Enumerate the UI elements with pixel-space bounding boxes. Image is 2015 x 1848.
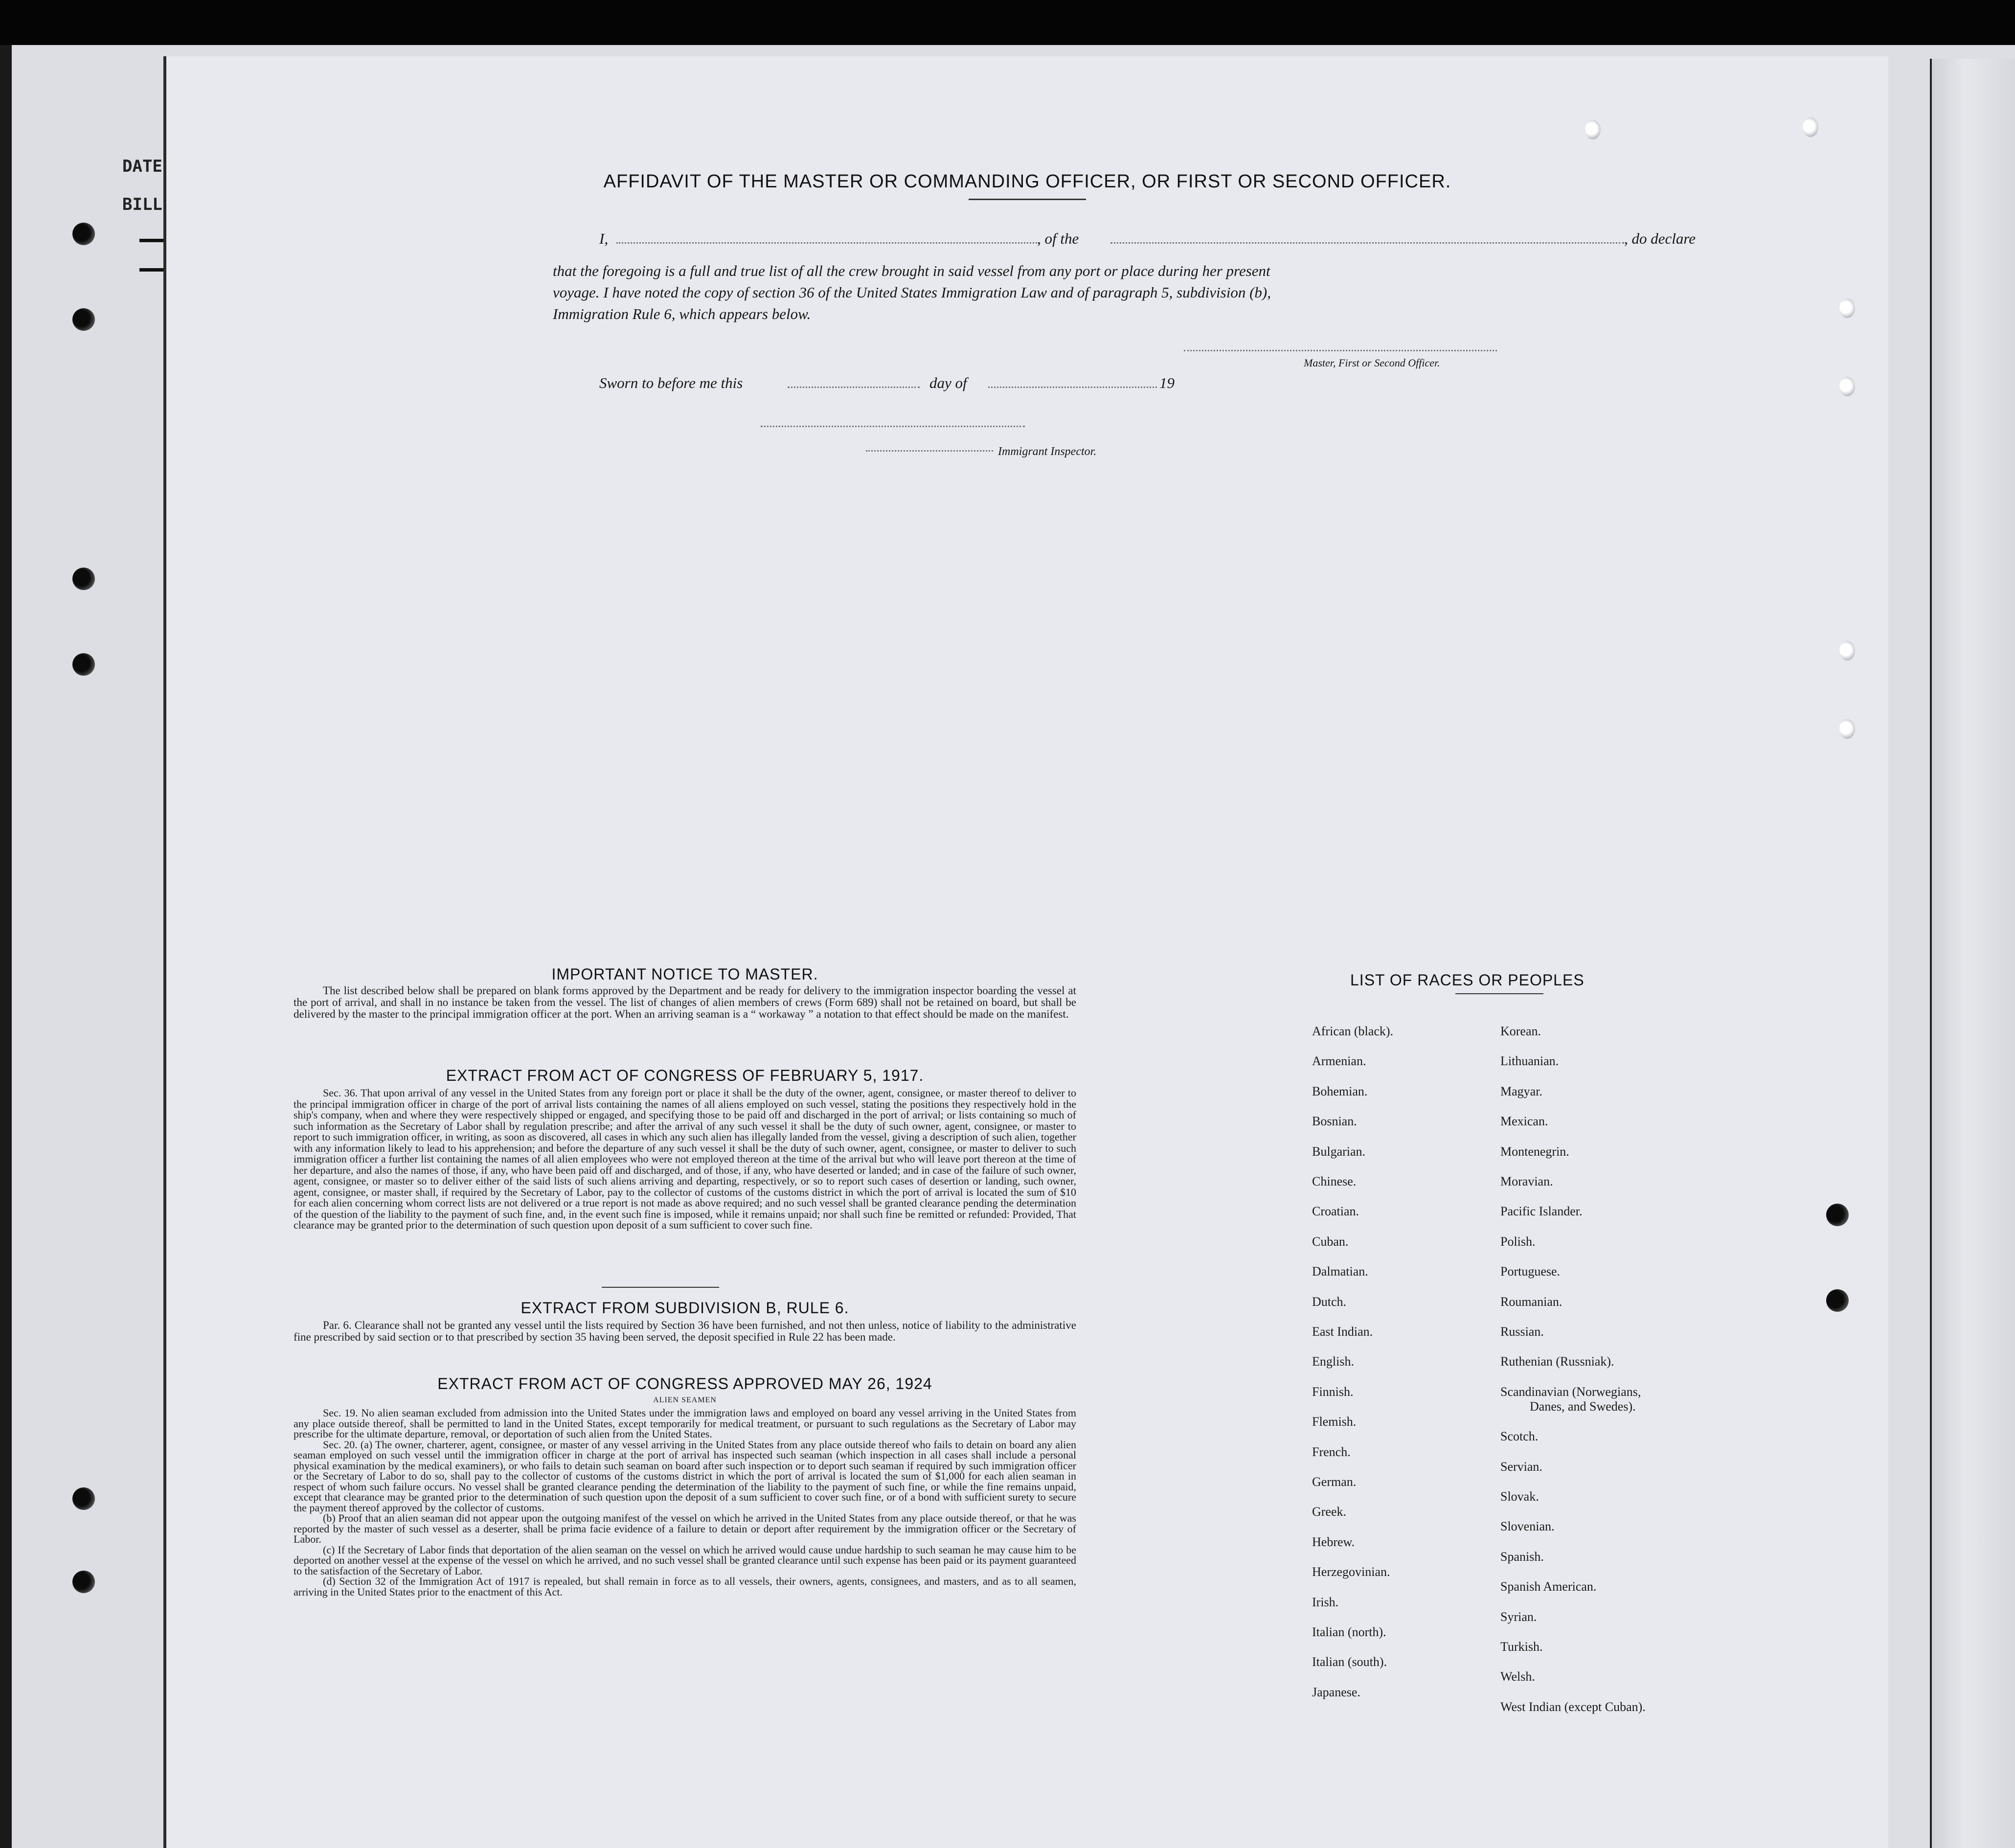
race-item: Moravian. [1500, 1174, 1553, 1188]
sworn-label: Sworn to before me this [599, 374, 743, 391]
race-item: Portuguese. [1500, 1264, 1561, 1279]
affidavit-title: AFFIDAVIT OF THE MASTER OR COMMANDING OFFICER, OR FIRST OR SECOND OFFICER. [603, 171, 1451, 192]
punch-hole [1826, 1204, 1849, 1226]
notice-text: The list described below shall be prepared on blank forms approved by the Department and be ready for delivery to the immigration inspector boarding the vessel at the port of arrival, and shall in no instance be taken from the vessel. The list of changes of alien members of crews (Form 689) shall not be retained on board, but shall be delivered by the master to the principal immigration officer at the port. When an arriving seaman is a “ workaway ” a notation to that effect should be made on the manifest. [294, 984, 1076, 1020]
rule6-body [294, 1320, 1076, 1343]
race-item: African (black). [1312, 1024, 1394, 1038]
notice-title: IMPORTANT NOTICE TO MASTER. [551, 965, 818, 983]
punch-hole [1839, 377, 1855, 396]
race-item: Ruthenian (Russniak). [1500, 1354, 1614, 1369]
extract-1917-body [294, 1088, 1076, 1231]
race-item: Chinese. [1312, 1174, 1357, 1188]
races-left-column [1312, 1024, 1508, 1778]
extract-1924-subtitle: ALIEN SEAMEN [653, 1396, 717, 1404]
extract-1917-text: Sec. 36. That upon arrival of any vessel in the United States from any foreign port or place it shall be the duty of the owner, agent, consignee, or master thereof to deliver to the principal immigration officer in charge of the port of arrival lists containing the names of all aliens employed on such vessel, stating the positions they respectively hold in the ship's company, when and where they were respectively shipped or engaged, and specifying those to be paid off and discharged in the port of arrival; or lists containing so much of such information as the Secretary of Labor shall by regulation prescribe; and after the arrival of any such vessel it shall be the duty of such owner, agent, consignee, or master to report to such immigration officer, in writing, as soon as discovered, all cases in which any such alien has illegally landed from the vessel, giving a description of such alien, together with any information likely to lead to his apprehension; and before the departure of any such vessel it shall be the duty of such owner, agent, consignee, or master to deliver to such immigration officer a further list containing the names of all alien employees who were not employed thereon at the time of the arrival but who will leave port thereon at the time of her departure, and also the names of those, if any, who have been paid off and discharged, and of those, if any, who have deserted or landed; and in case of the failure of such owner, agent, consignee, or master so to deliver either of the said lists of such aliens arriving and departing, respectively, or so to report such cases of desertion or landing, such owner, agent, consignee, or master shall, if required by the Secretary of Labor, pay to the collector of customs of the customs district in which the port of arrival is located the sum of $10 for each alien concerning whom correct lists are not delivered or a true report is not made as above required; and no such vessel shall be granted clearance pending the determination of the question of the liability to the payment of such fine, and, in the event such fine is imposed, while it remains unpaid; nor shall such fine be remitted or refunded: Provided, That clearance may be granted prior to the determination of such question upon deposit of a sum sufficient to cover such fine. [294, 1087, 1076, 1231]
race-item: Croatian. [1312, 1204, 1359, 1219]
race-item: West Indian (except Cuban). [1500, 1699, 1646, 1714]
affidavit-line: Immigration Rule 6, which appears below. [553, 305, 811, 322]
punch-hole [1803, 117, 1818, 137]
races-right-column [1500, 1024, 1794, 1778]
race-item: Slovak. [1500, 1489, 1539, 1504]
stub-mark [139, 268, 169, 272]
stub-mark [139, 239, 169, 242]
race-item: Roumanian. [1500, 1294, 1562, 1309]
rule6-title: EXTRACT FROM SUBDIVISION B, RULE 6. [521, 1299, 849, 1317]
stub-date-label: DATE [122, 157, 162, 176]
document-page [166, 56, 1888, 1848]
race-item: Mexican. [1500, 1114, 1548, 1129]
race-item: Servian. [1500, 1459, 1542, 1474]
signature-line[interactable] [1184, 350, 1497, 351]
affidavit-statement [553, 260, 1678, 325]
punch-hole [1839, 298, 1855, 318]
section-rule [1455, 993, 1543, 994]
notice-body [294, 985, 1076, 1020]
affidavit-line: that the foregoing is a full and true list of all the crew brought in said vessel from any port or place during her present [553, 262, 1270, 279]
sworn-day-line[interactable] [788, 387, 920, 388]
stacked-sheet-edges [1930, 59, 2015, 1848]
race-item: Irish. [1312, 1595, 1339, 1609]
race-item: Italian (north). [1312, 1625, 1386, 1639]
race-item: Hebrew. [1312, 1534, 1355, 1549]
stub-labels [122, 157, 162, 233]
master-name-line[interactable] [616, 242, 1037, 244]
race-item: Korean. [1500, 1024, 1541, 1038]
race-item: Bohemian. [1312, 1084, 1368, 1098]
extract-1924-title: EXTRACT FROM ACT OF CONGRESS APPROVED MAY 26, 1924 [437, 1375, 932, 1392]
affidavit-of-the-label: , of the [1037, 230, 1079, 247]
race-item: Scandinavian (Norwegians, [1500, 1384, 1641, 1399]
punch-hole [1839, 641, 1855, 661]
race-item: Armenian. [1312, 1054, 1366, 1069]
race-item: East Indian. [1312, 1324, 1373, 1339]
race-item: Cuban. [1312, 1234, 1349, 1249]
rule6-text: Par. 6. Clearance shall not be granted any vessel until the lists required by Section 36 have been furnished, and not then unless, notice of liability to the administrative fine prescribed by said section or to that prescribed by section 35 having been served, the deposit specified in Rule 22 has been made. [294, 1319, 1076, 1343]
affidavit-i-label: I, [599, 230, 609, 247]
extract-1917-title: EXTRACT FROM ACT OF CONGRESS OF FEBRUARY 5, 1917. [446, 1067, 924, 1084]
affidavit-line: voyage. I have noted the copy of section 36 of the United States Immigration Law and of paragraph 5, subdivision (b), [553, 284, 1271, 301]
races-title: LIST OF RACES OR PEOPLES [1350, 971, 1585, 989]
punch-hole [1826, 1289, 1849, 1312]
race-item: Finnish. [1312, 1384, 1354, 1399]
race-item: Montenegrin. [1500, 1144, 1569, 1159]
race-item: Welsh. [1500, 1669, 1535, 1684]
race-item: Polish. [1500, 1234, 1536, 1249]
section-rule [602, 1287, 719, 1288]
punch-hole [72, 1487, 95, 1510]
extract-1924-body [294, 1408, 1076, 1597]
extract-1924-p1: Sec. 19. No alien seaman excluded from admission into the United States under the immigration laws and employed on board any vessel arriving in the United States from any place outside thereof, shall be permitted to land in the United States, except temporarily for medical treatment, or pursuant to such regulations as the Secretary of Labor may prescribe for the ultimate departure, removal, or deportation of such alien from the United States. [294, 1407, 1076, 1440]
day-of-label: day of [929, 374, 967, 391]
race-item: Russian. [1500, 1324, 1544, 1339]
race-item: Turkish. [1500, 1640, 1543, 1654]
race-item: Spanish. [1500, 1549, 1544, 1564]
race-item: Magyar. [1500, 1084, 1542, 1098]
vessel-name-line[interactable] [1110, 242, 1624, 244]
race-item: Syrian. [1500, 1609, 1537, 1624]
race-item: Greek. [1312, 1505, 1347, 1519]
stub-bill-label: BILL [122, 195, 162, 214]
race-item: Lithuanian. [1500, 1054, 1559, 1069]
punch-hole [1839, 719, 1855, 739]
punch-hole [72, 308, 95, 331]
punch-hole [72, 223, 95, 245]
sworn-month-line[interactable] [988, 387, 1157, 388]
race-item: Flemish. [1312, 1415, 1357, 1429]
race-item: Dutch. [1312, 1294, 1347, 1309]
race-item: Scotch. [1500, 1429, 1539, 1444]
affidavit-declare-label: , do declare [1624, 230, 1696, 247]
race-item: Japanese. [1312, 1685, 1360, 1699]
year-prefix: 19 [1159, 374, 1175, 391]
punch-hole [72, 653, 95, 676]
punch-hole [72, 568, 95, 590]
extract-1924-p4: (c) If the Secretary of Labor finds that deportation of the alien seaman on the vessel on which he arrived would cause undue hardship to such seaman he may cause him to be deported on another vessel at the expense of the vessel on which he arrived, and no such vessel shall be granted clearance until such expense has been paid or its payment guaranteed to the satisfaction of the Secretary of Labor. [294, 1543, 1076, 1577]
race-item: Spanish American. [1500, 1579, 1597, 1594]
back-sheet-edge [0, 45, 12, 1848]
extract-1924-p5: (d) Section 32 of the Immigration Act of 1917 is repealed, but shall remain in force as to all vessels, their owners, agents, consignees, and masters, and as to all seamen, arriving in the United States prior to the enactment of this Act. [294, 1575, 1076, 1598]
race-item: Italian (south). [1312, 1655, 1387, 1669]
race-item: Slovenian. [1500, 1519, 1555, 1534]
race-item: Pacific Islander. [1500, 1204, 1583, 1219]
inspector-name-line[interactable] [866, 450, 993, 452]
punch-hole [72, 1571, 95, 1593]
race-item: Danes, and Swedes). [1530, 1399, 1636, 1414]
extract-1924-p3: (b) Proof that an alien seaman did not appear upon the outgoing manifest of the vessel on which he arrived in the United States from any place outside thereof, or that he was reported by the master of such vessel as a deserter, shall be prima facie evidence of a failure to detain or deport after requirement by the immigration officer or the Secretary of Labor. [294, 1512, 1076, 1545]
race-item: Dalmatian. [1312, 1264, 1368, 1279]
punch-hole [1585, 120, 1601, 139]
signature-label: Master, First or Second Officer. [1304, 357, 1440, 369]
race-item: German. [1312, 1475, 1357, 1489]
race-item: Herzegovinian. [1312, 1565, 1390, 1579]
race-item: Bulgarian. [1312, 1144, 1366, 1159]
race-item: French. [1312, 1444, 1351, 1459]
inspector-label: Immigrant Inspector. [998, 445, 1097, 458]
extract-1924-p2: Sec. 20. (a) The owner, charterer, agent, consignee, or master of any vessel arriving in the United States from any place outside thereof who fails to detain on board any alien seaman employed on such vessel until the immigration officer in charge at the port of arrival has inspected such seaman (which inspection in all cases shall include a personal physical examination by the medical examiners), or who fails to detain such seaman on board after such inspection or to deport such seaman if required by such immigration officer or the Secretary of Labor to do so, shall pay to the collector of customs of the customs district in which the port of arrival is located the sum of $1,000 for each alien seaman in respect of whom such failure occurs. No vessel shall be granted clearance pending the determination of the liability to the payment of such fine, or while the fine remains unpaid, except that clearance may be granted prior to the determination of such question upon the deposit of a sum sufficient to cover such fine, or of a bond with sufficient surety to secure the payment thereof approved by the collector of customs. [294, 1438, 1076, 1514]
race-item: Bosnian. [1312, 1114, 1357, 1129]
race-item: English. [1312, 1354, 1354, 1369]
title-rule [969, 199, 1086, 200]
inspector-signature-line[interactable] [761, 426, 1025, 427]
